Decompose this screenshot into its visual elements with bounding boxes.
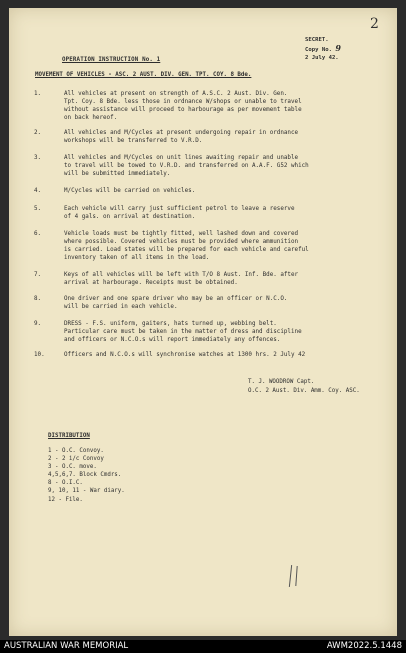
signature-name: T. J. WOODROW Capt.: [248, 379, 315, 385]
distribution-title: DISTRIBUTION: [48, 433, 90, 439]
paragraph-10: 10. Officers and N.C.O.s will synchronise watches at 1300 hrs. 2 July 42: [34, 352, 306, 358]
list-item: 1 - O.C. Convoy.: [48, 448, 104, 454]
footer-accession-number: AWM2022.5.1448: [326, 641, 402, 651]
paragraph-3: 3. All vehicles and M/Cycles on unit lines awaiting repair and unable to travel will be towed to V.R.D. and transferred on A.A.F. G52 which will be submitted immediately.: [34, 155, 309, 178]
distribution-list: [48, 447, 125, 504]
list-item: 8 - O.I.C.: [48, 480, 83, 487]
signature-role: O.C. 2 Aust. Div. Amm. Coy. ASC.: [248, 387, 360, 394]
copy-number-value: 9: [335, 43, 341, 53]
list-item: 3 - O.C. move.: [48, 464, 97, 471]
document-header: [305, 36, 341, 62]
copy-number: [305, 44, 341, 54]
paragraph-6: 6. Vehicle loads must be tightly fitted, well lashed down and covered where possible. Covered vehicles must be provided where ammunition is carried. Load states will be prepared for each vehicle and careful inventory taken of all items in the load.: [34, 231, 309, 262]
list-item: 12 - File.: [48, 496, 83, 503]
paragraph-1: 1. All vehicles at present on strength of A.S.C. 2 Aust. Div. Gen. Tpt. Coy. 8 Bde. less those in ordnance W/shops or unable to travel without assistance will proceed to harbourage as per movement table on back hereof.: [34, 91, 302, 122]
paragraph-4: 4. M/Cycles will be carried on vehicles.: [34, 188, 196, 194]
page-number: 2: [370, 16, 379, 32]
paragraph-7: 7. Keys of all vehicles will be left with T/O 8 Aust. Inf. Bde. after arrival at harbourage. Receipts must be obtained.: [34, 272, 299, 287]
paragraph-9: 9. DRESS - F.S. uniform, gaiters, hats turned up, webbing belt. Particular care must be taken in the matter of dress and discipline and officers or N.C.O.s will report immediately any offences.: [34, 321, 302, 344]
document-subject: MOVEMENT OF VEHICLES - ASC. 2 AUST. DIV. GEN. TPT. COY. 8 Bde.: [35, 72, 252, 78]
classification: SECRET.: [305, 37, 329, 43]
list-item: 2 - 2 i/c Convoy: [48, 456, 104, 463]
footer-bar: [0, 640, 406, 653]
copy-number-label: Copy No.: [305, 47, 332, 53]
paragraph-8: 8. One driver and one spare driver who may be an officer or N.C.O. will be carried in each vehicle.: [34, 296, 288, 311]
signature-block: [248, 378, 360, 395]
footer-source: AUSTRALIAN WAR MEMORIAL: [4, 641, 129, 651]
document-date: 2 July 42.: [305, 55, 339, 61]
paragraph-5: 5. Each vehicle will carry just sufficient petrol to leave a reserve of 4 gals. on arrival at destination.: [34, 206, 295, 221]
document-title: OPERATION INSTRUCTION No. 1: [62, 57, 161, 63]
list-item: 4,5,6,7. Block Cmdrs.: [48, 472, 122, 479]
list-item: 9, 10, 11 - War diary.: [48, 488, 125, 495]
paragraph-2: 2. All vehicles and M/Cycles at present undergoing repair in ordnance workshops will be transferred to V.R.D.: [34, 130, 299, 145]
